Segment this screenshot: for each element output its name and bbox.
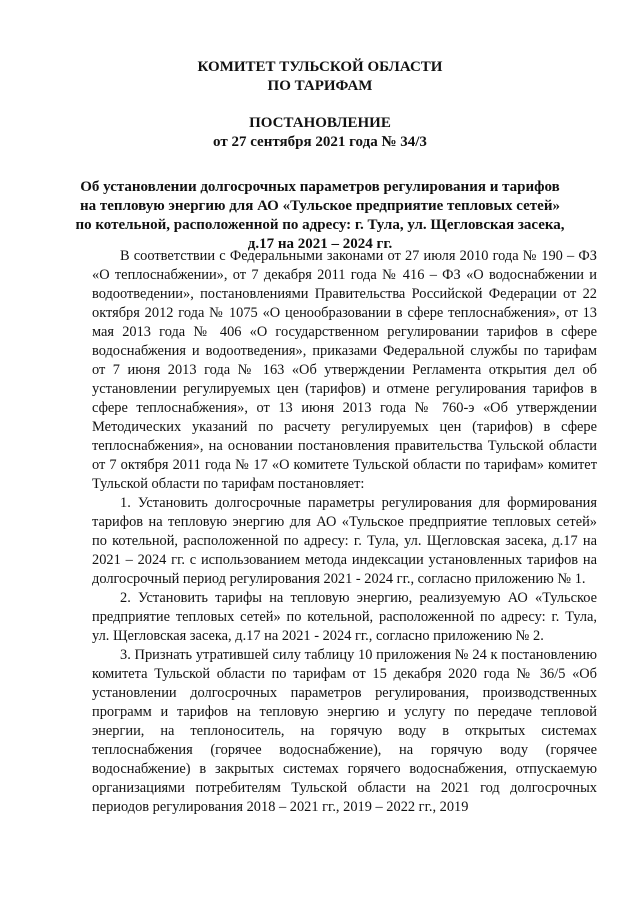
item-1-paragraph: 1. Установить долгосрочные параметры регулирования для формирования тарифов на тепловую энергию для АО «Тульское предприятие тепловых сетей» по котельной, расположенной по адресу: г. Тула, ул. Щегловская засека, д.17 на 2021 – 2024 гг. с использованием метода индексации установленных тарифов на долгосрочный период регулирования 2021 - 2024 гг., согласно приложению № 1. [92,495,597,587]
item-3-paragraph: 3. Признать утратившей силу таблицу 10 приложения № 24 к постановлению комитета Тульской области по тарифам от 15 декабря 2020 года № 36/5 «Об установлении долгосрочных параметров регулирования, производственных программ и тарифов на тепловую энергию и услугу по передаче тепловой энергии, на теплоноситель, на горячую воду в открытых системах теплоснабжения (горячее водоснабжение), на горячую воду (горячее водоснабжение) в закрытых системах горячего водоснабжения, отпускаемую организациями потребителям Тульской области на 2021 год долгосрочных периодов регулирования 2018 – 2021 гг., 2019 – 2022 гг., 2019 [92,647,597,815]
document-type: ПОСТАНОВЛЕНИЕ [249,115,391,131]
document-date-number: от 27 сентября 2021 года № 34/3 [213,134,427,150]
document-header [0,58,640,254]
org-name-line1: КОМИТЕТ ТУЛЬСКОЙ ОБЛАСТИ [197,59,443,75]
document-title-line3: по котельной, расположенной по адресу: г. Тула, ул. Щегловская засека, [75,217,565,233]
document-body [92,247,597,817]
preamble-paragraph: В соответствии с Федеральными законами от 27 июля 2010 года № 190 – ФЗ «О теплоснабжении», от 7 декабря 2011 года № 416 – ФЗ «О водоснабжении и водоотведении», постановлениями Правительства Российской Федерации от 22 октября 2012 года № 1075 «О ценообразовании в сфере теплоснабжения», от 13 мая 2013 года № 406 «О государственном регулировании тарифов в сфере водоснабжения и водоотведения», приказами Федеральной службы по тарифам от 7 июня 2013 года № 163 «Об утверждении Регламента открытия дел об установлении регулируемых цен (тарифов) и отмене регулирования тарифов в сфере теплоснабжения», от 13 июня 2013 года № 760-э «Об утверждении Методических указаний по расчету регулируемых цен (тарифов) в сфере теплоснабжения», на основании постановления правительства Тульской области от 7 октября 2011 года № 17 «О комитете Тульской области по тарифам» комитет Тульской области по тарифам постановляет: [92,248,597,492]
document-title-line4: д.17 на 2021 – 2024 гг. [247,236,393,252]
org-name-line2: ПО ТАРИФАМ [267,78,373,94]
item-2-paragraph: 2. Установить тарифы на тепловую энергию, реализуемую АО «Тульское предприятие тепловых сетей» по котельной, расположенной по адресу: г. Тула, ул. Щегловская засека, д.17 на 2021 - 2024 гг., согласно приложению № 2. [92,590,597,644]
document-title-line2: на тепловую энергию для АО «Тульское предприятие тепловых сетей» [80,198,560,214]
document-title-line1: Об установлении долгосрочных параметров регулирования и тарифов [80,179,560,195]
